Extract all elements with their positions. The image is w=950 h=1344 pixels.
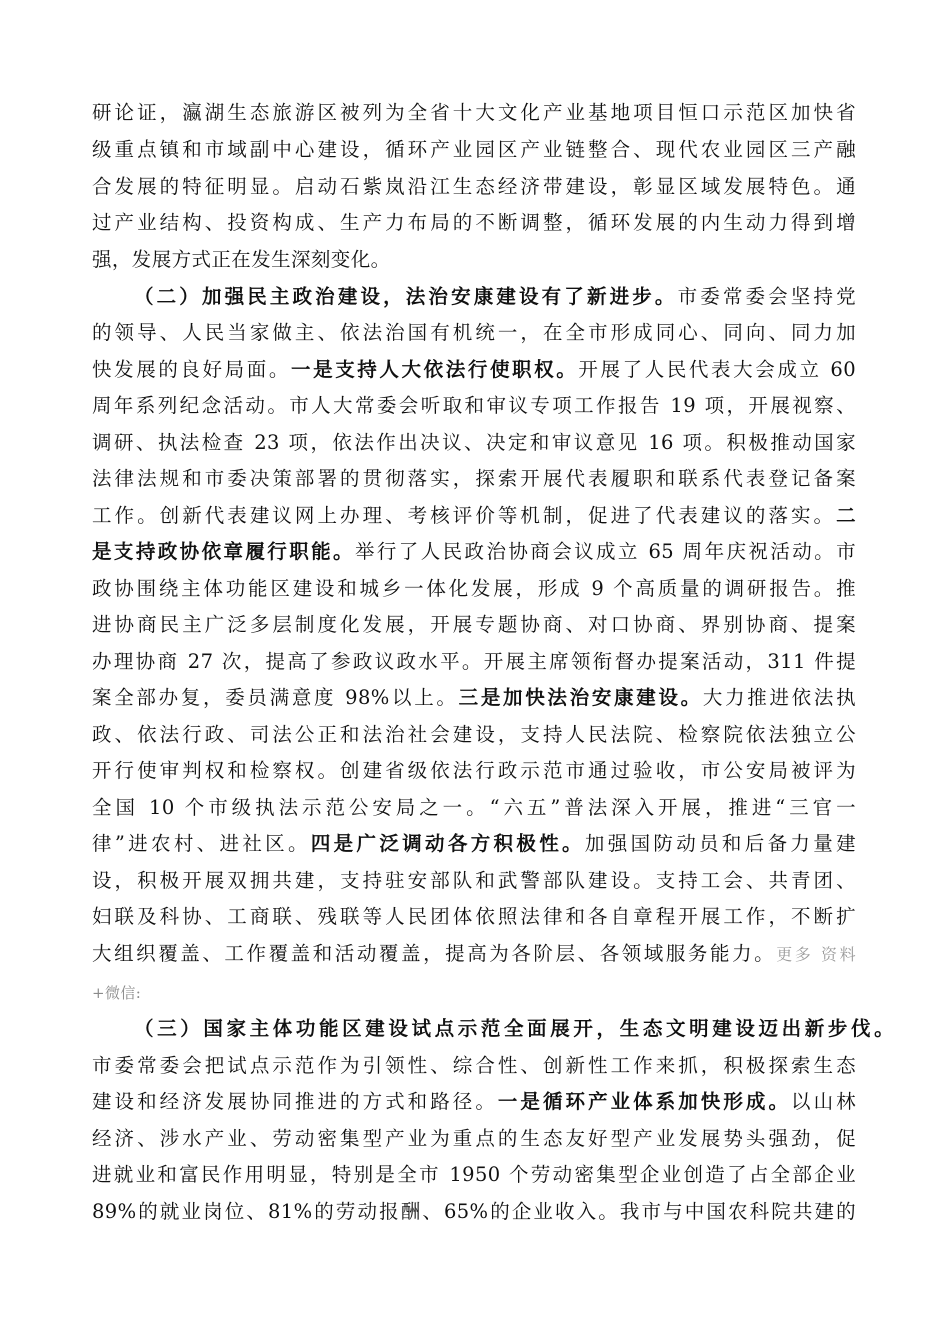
text-line <box>92 245 856 275</box>
text-line <box>92 683 856 713</box>
text-run: 工作。创新代表建议网上办理、考核评价等机制，促进了代表建议的落实。 <box>92 504 837 527</box>
text-line <box>92 501 856 531</box>
text-run: 大组织覆盖、工作覆盖和活动覆盖，提高为各阶层、各领域服务能力。 <box>92 942 777 965</box>
text-run: 市委常委会坚持党 <box>677 285 856 308</box>
text-line <box>92 866 856 896</box>
text-line <box>92 135 856 165</box>
text-line <box>92 1087 856 1117</box>
text-line <box>92 1160 856 1190</box>
bold-heading: （二）加强民主政治建设，法治安康建设有了新进步。 <box>134 285 678 308</box>
bold-point: 三是加快法治安康建设。 <box>458 686 703 709</box>
text-run: 合发展的特征明显。启动石紫岚沿江生态经济带建设，彰显区域发展特色。通 <box>92 175 856 198</box>
text-run: 大力推进依法执 <box>702 686 856 709</box>
text-run: 市委常委会把试点示范作为引领性、综合性、创新性工作来抓，积极探索生态 <box>92 1054 856 1077</box>
text-line <box>92 939 856 969</box>
section-heading-2 <box>134 282 856 312</box>
text-line <box>92 318 856 348</box>
text-run: 举行了人民政治协商会议成立 65 周年庆祝活动。市 <box>354 540 856 563</box>
bold-point: 一是支持人大依法行使职权。 <box>290 358 579 381</box>
text-run: 进就业和富民作用明显，特别是全市 1950 个劳动密集型企业创造了占全部企业 <box>92 1163 856 1186</box>
text-line <box>92 208 856 238</box>
text-run: 加强国防动员和后备力量建 <box>584 832 856 855</box>
bold-point: 四是广泛调动各方积极性。 <box>310 832 585 855</box>
text-line <box>92 98 856 128</box>
text-run: 过产业结构、投资构成、生产力布局的不断调整，循环发展的内生动力得到增 <box>92 211 856 234</box>
text-line <box>92 902 856 932</box>
text-run: 妇联及科协、工商联、残联等人民团体依照法律和各自章程开展工作，不断扩 <box>92 905 856 928</box>
bold-heading: （三）国家主体功能区建设试点示范全面展开，生态文明建设迈出新步伐。 <box>134 1017 894 1040</box>
text-run: 的领导、人民当家做主、依法治国有机统一，在全市形成同心、同向、同力加 <box>92 321 856 344</box>
text-run: 研论证，瀛湖生态旅游区被列为全省十大文化产业基地项目恒口示范区加快省 <box>92 101 856 124</box>
text-run: 经济、涉水产业、劳动密集型产业为重点的生态友好型产业发展势头强劲，促 <box>92 1127 856 1150</box>
text-run: 案全部办复，委员满意度 98%以上。 <box>92 686 459 709</box>
text-line <box>92 537 856 567</box>
text-run: 政、依法行政、司法公正和法治社会建设，支持人民法院、检察院依法独立公 <box>92 723 856 746</box>
text-line <box>92 464 856 494</box>
text-line <box>92 428 856 458</box>
watermark-text: 更多 资料 <box>776 945 856 964</box>
text-line <box>92 172 856 202</box>
text-line <box>92 793 856 823</box>
text-line <box>92 756 856 786</box>
watermark-line <box>92 978 856 1008</box>
text-run: 调研、执法检查 23 项，依法作出决议、决定和审议意见 16 项。积极推动国家 <box>92 431 856 454</box>
text-run: 开展了人民代表大会成立 60 <box>578 358 856 381</box>
text-line <box>92 610 856 640</box>
text-line <box>92 355 856 385</box>
bold-point: 是支持政协依章履行职能。 <box>92 540 355 563</box>
text-run: 强，发展方式正在发生深刻变化。 <box>92 248 391 271</box>
text-line <box>92 829 856 859</box>
section-heading-3 <box>134 1014 894 1044</box>
watermark-text: +微信: <box>92 984 142 1002</box>
text-run: 快发展的良好局面。 <box>92 358 291 381</box>
text-run: 进协商民主广泛多层制度化发展，开展专题协商、对口协商、界别协商、提案 <box>92 613 856 636</box>
text-run: 周年系列纪念活动。市人大常委会听取和审议专项工作报告 19 项，开展视察、 <box>92 394 856 417</box>
text-line <box>92 1197 856 1227</box>
text-run: 开行使审判权和检察权。创建省级依法行政示范市通过验收，市公安局被评为 <box>92 759 856 782</box>
text-line <box>92 1124 856 1154</box>
text-line <box>92 1051 856 1081</box>
text-run: 89%的就业岗位、81%的劳动报酬、65%的企业收入。我市与中国农科院共建的 <box>92 1200 856 1223</box>
text-line <box>92 391 856 421</box>
text-run: 以山林 <box>791 1090 857 1113</box>
text-run: 设，积极开展双拥共建，支持驻安部队和武警部队建设。支持工会、共青团、 <box>92 869 856 892</box>
text-run: 办理协商 27 次，提高了参政议政水平。开展主席领衔督办提案活动，311 件提 <box>92 650 856 673</box>
text-line <box>92 647 856 677</box>
text-run: 政协围绕主体功能区建设和城乡一体化发展，形成 9 个高质量的调研报告。推 <box>92 577 856 600</box>
bold-point: 二 <box>836 504 856 527</box>
text-run: 级重点镇和市域副中心建设，循环产业园区产业链整合、现代农业园区三产融 <box>92 138 856 161</box>
text-line <box>92 720 856 750</box>
text-run: 法律法规和市委决策部署的贯彻落实，探索开展代表履职和联系代表登记备案 <box>92 467 856 490</box>
bold-point: 一是循环产业体系加快形成。 <box>497 1090 792 1113</box>
text-run: 全国 10 个市级执法示范公安局之一。“六五”普法深入开展，推进“三官一 <box>92 796 856 819</box>
text-run: 建设和经济发展协同推进的方式和路径。 <box>92 1090 498 1113</box>
text-run: 律”进农村、进社区。 <box>92 832 311 855</box>
text-line <box>92 574 856 604</box>
